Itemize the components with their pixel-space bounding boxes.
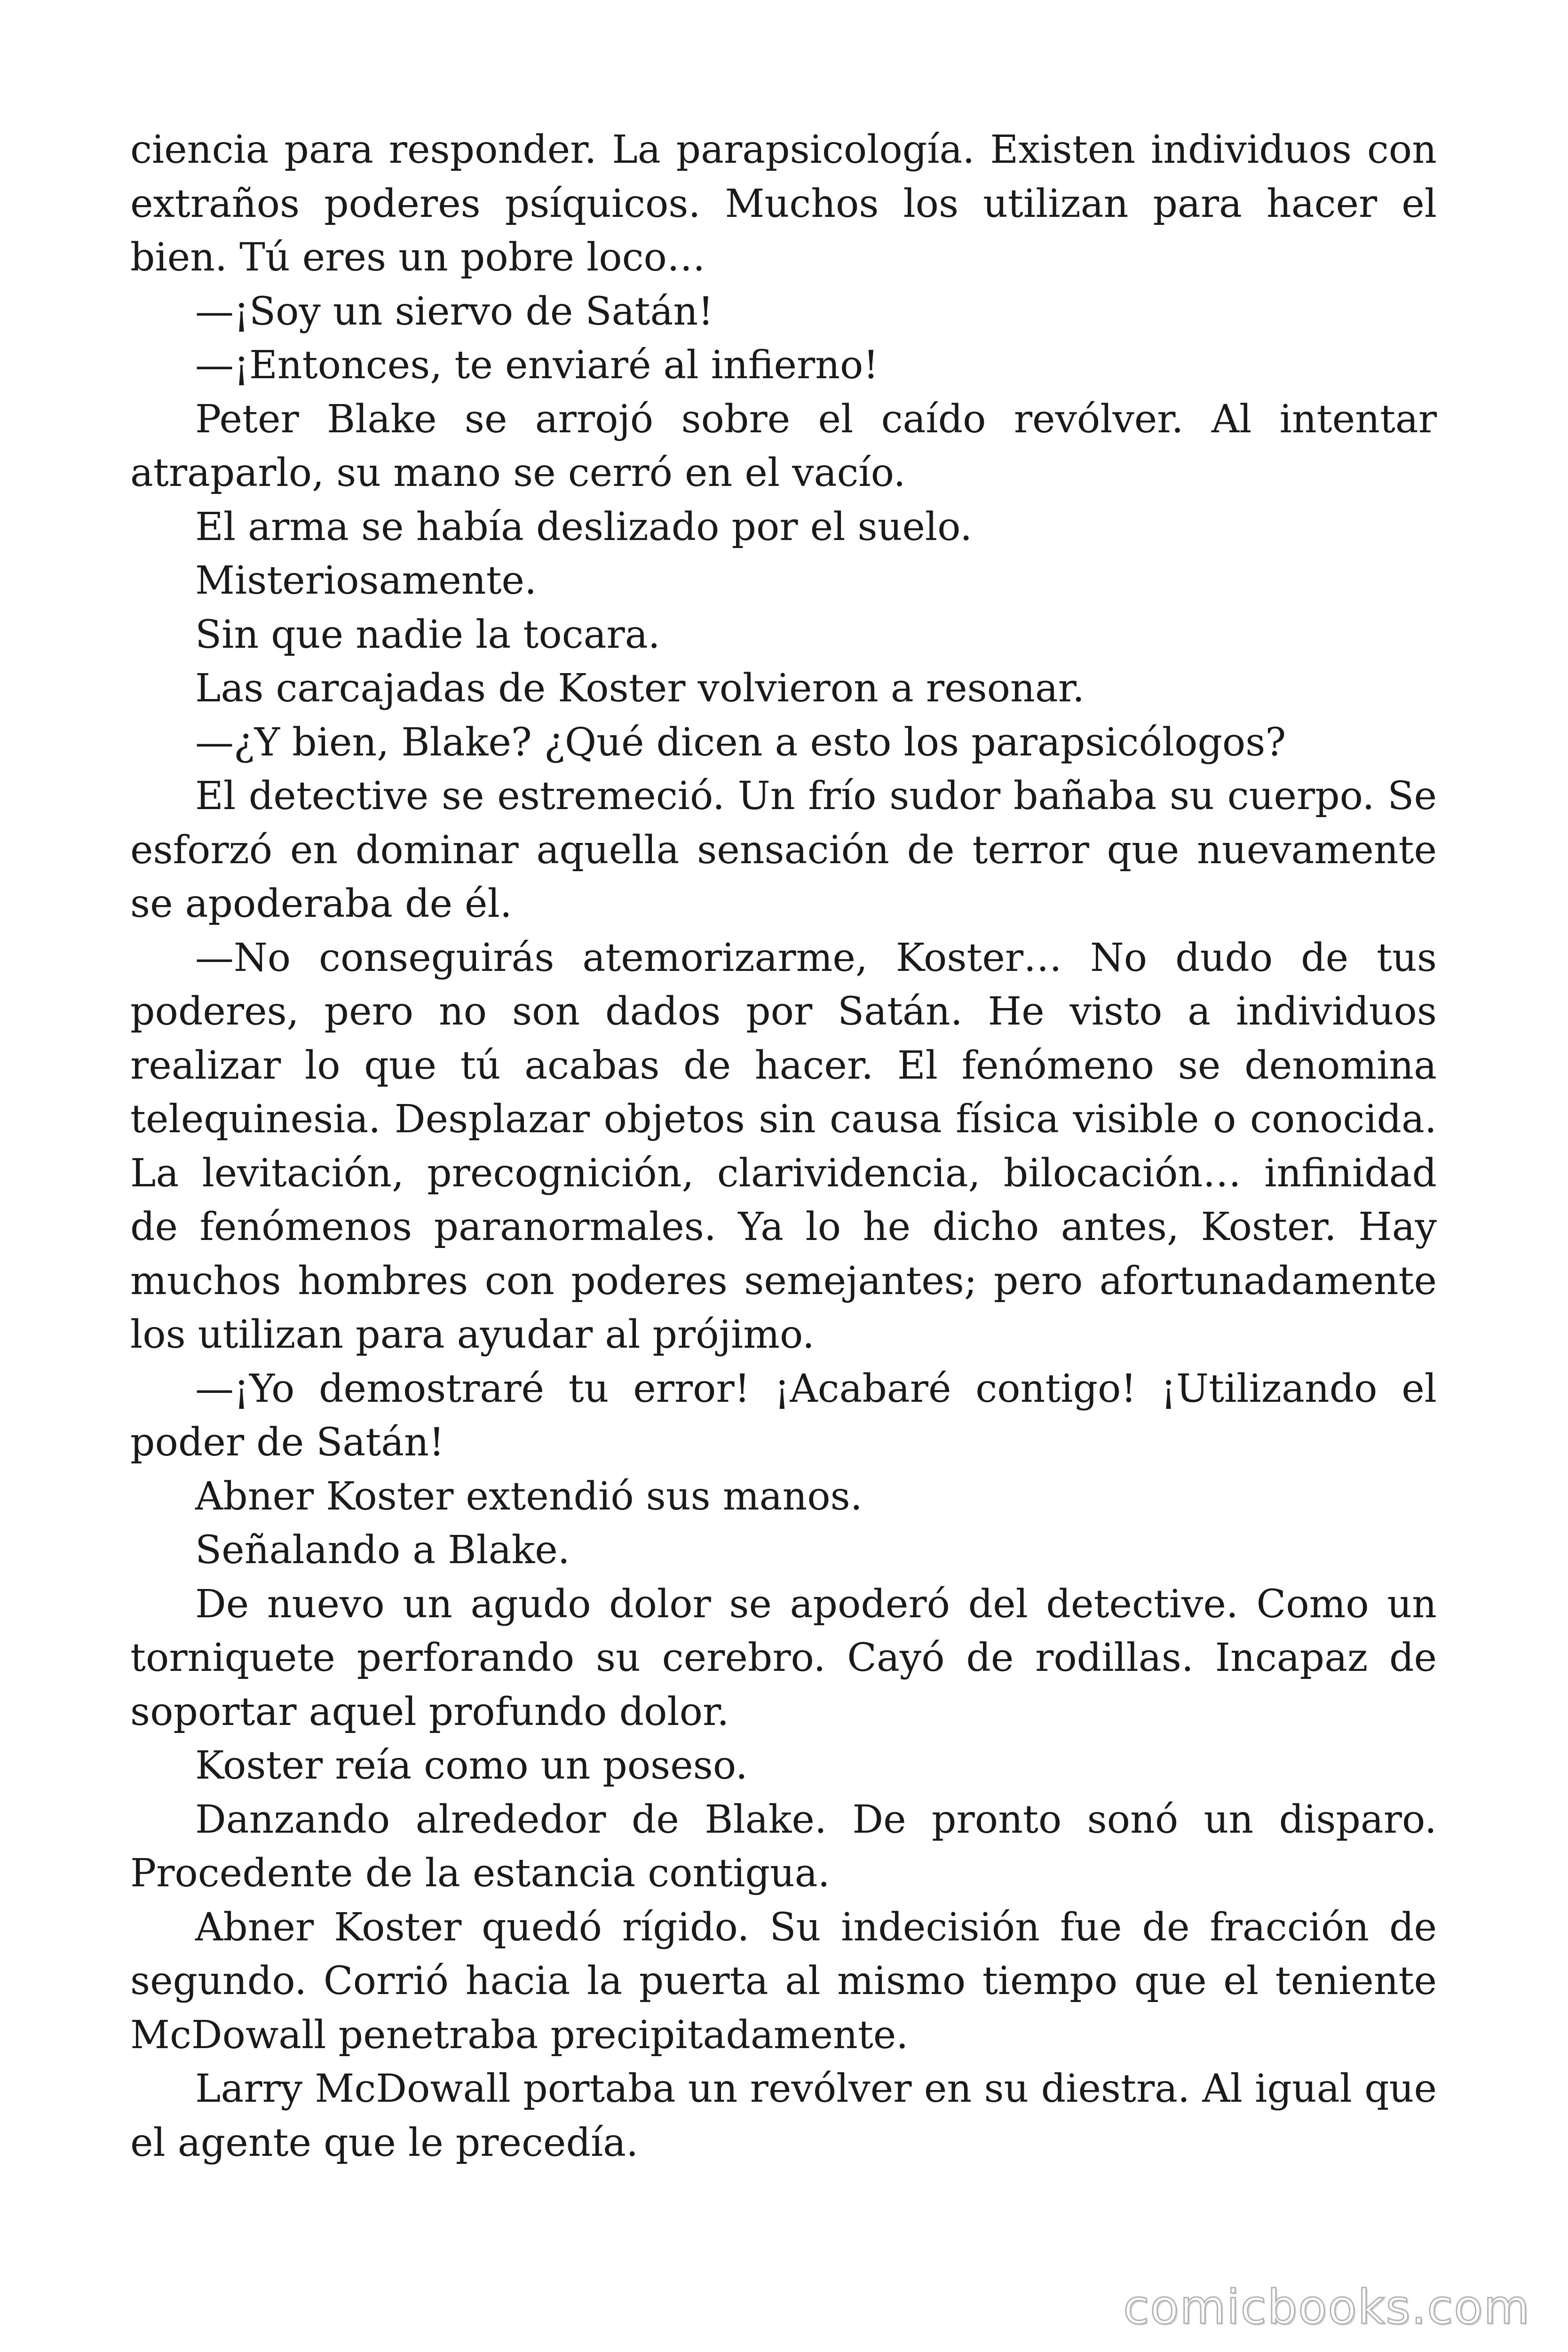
paragraph: —¡Yo demostraré tu error! ¡Acabaré contigo! ¡Utilizando el poder de Satán! <box>130 1366 1437 1465</box>
paragraph: El arma se había deslizado por el suelo. <box>195 504 973 549</box>
paragraph: Misteriosamente. <box>195 558 537 603</box>
paragraph: —¡Soy un siervo de Satán! <box>195 289 714 334</box>
watermark: comicbooks.com <box>1123 2280 1530 2335</box>
paragraph: —¿Y bien, Blake? ¿Qué dicen a esto los parapsicólogos? <box>195 720 1286 765</box>
paragraph: Las carcajadas de Koster volvieron a resonar. <box>195 666 1085 711</box>
paragraph: Señalando a Blake. <box>195 1528 570 1573</box>
paragraph: Danzando alrededor de Blake. De pronto sonó un disparo. Procedente de la estancia contigua. <box>130 1797 1437 1896</box>
paragraph: Abner Koster quedó rígido. Su indecisión fue de fracción de segundo. Corrió hacia la puerta al mismo tiempo que el teniente McDowall penetraba precipitadamente. <box>130 1905 1437 2058</box>
paragraph: —¡Entonces, te enviaré al infierno! <box>195 343 879 388</box>
paragraph: —No conseguirás atemorizarme, Koster… No dudo de tus poderes, pero no son dados por Satán. He visto a individuos realizar lo que tú acabas de hacer. El fenómeno se denomina telequinesia. Desplazar objetos sin causa física visible o conocida. La levitación, precognición, clarividencia, bilocación… infinidad de fenómenos paranormales. Ya lo he dicho antes, Koster. Hay muchos hombres con poderes semejantes; pero afortunadamente los utilizan para ayudar al prójimo. <box>130 935 1437 1357</box>
paragraph: Sin que nadie la tocara. <box>195 612 660 657</box>
paragraph: Abner Koster extendió sus manos. <box>195 1474 863 1519</box>
paragraph: El detective se estremeció. Un frío sudor bañaba su cuerpo. Se esforzó en dominar aquella sensación de terror que nuevamente se apoderaba de él. <box>130 774 1437 926</box>
paragraph: Larry McDowall portaba un revólver en su diestra. Al igual que el agente que le precedía. <box>130 2066 1437 2165</box>
paragraph: Peter Blake se arrojó sobre el caído revólver. Al intentar atraparlo, su mano se cerró en el vacío. <box>130 397 1437 495</box>
paragraph-continuation: ciencia para responder. La parapsicología. Existen individuos con extraños poderes psíquicos. Muchos los utilizan para hacer el bien. Tú eres un pobre loco… <box>130 127 1437 280</box>
paragraph: Koster reía como un poseso. <box>195 1743 748 1788</box>
paragraph: De nuevo un agudo dolor se apoderó del detective. Como un torniquete perforando su cerebro. Cayó de rodillas. Incapaz de soportar aquel profundo dolor. <box>130 1581 1437 1734</box>
body-text <box>130 123 1437 2170</box>
